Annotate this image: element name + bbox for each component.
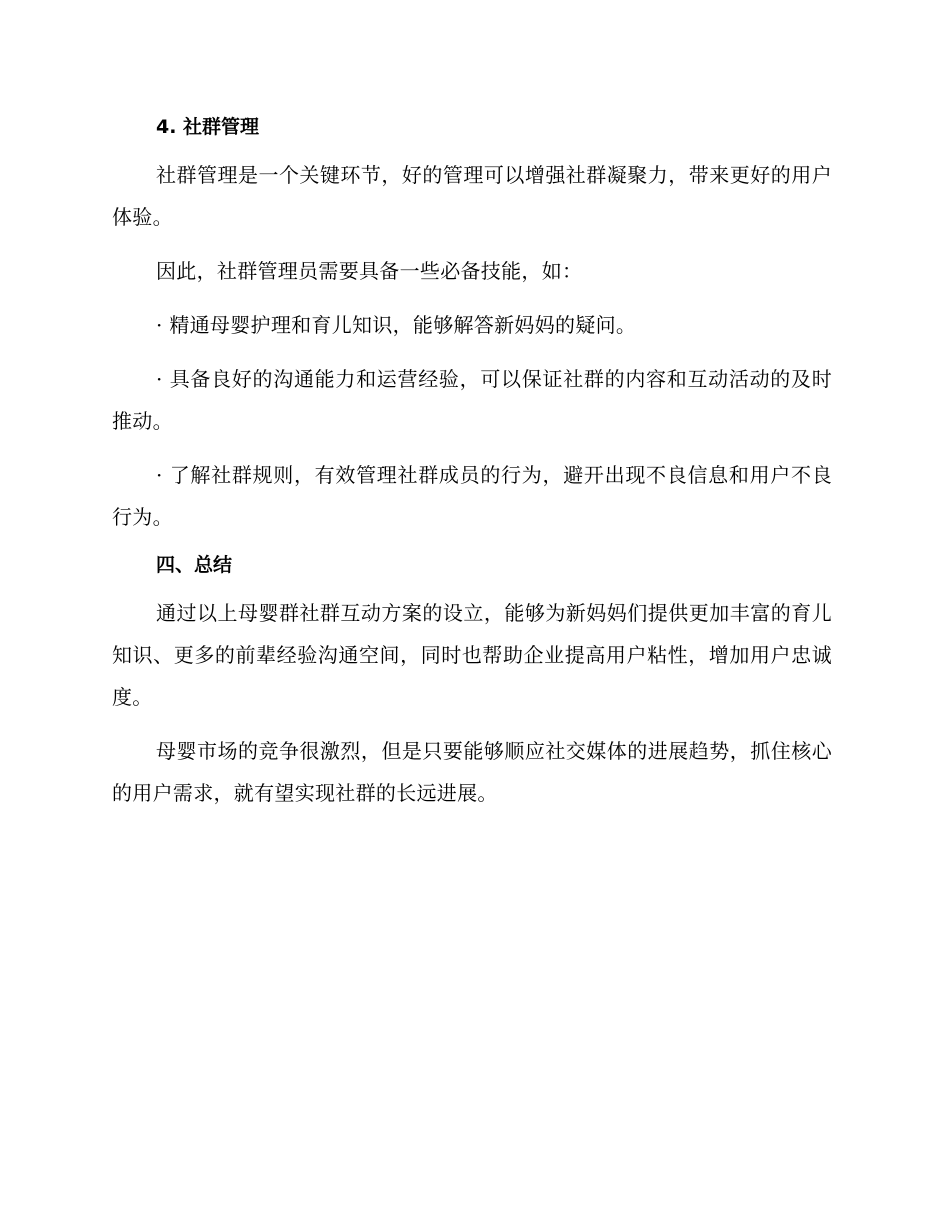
bullet-item: · 了解社群规则，有效管理社群成员的行为，避开出现不良信息和用户不良行为。	[112, 463, 832, 529]
paragraph-intro: 社群管理是一个关键环节，好的管理可以增强社群凝聚力，带来更好的用户体验。	[112, 163, 832, 229]
section-heading-summary: 四、总结	[156, 554, 233, 576]
paragraph-summary-1: 通过以上母婴群社群互动方案的设立，能够为新妈妈们提供更加丰富的育儿知识、更多的前辈经验沟通空间，同时也帮助企业提高用户粘性，增加用户忠诚度。	[112, 601, 832, 709]
paragraph-summary-2: 母婴市场的竞争很激烈，但是只要能够顺应社交媒体的进展趋势，抓住核心的用户需求，就有望实现社群的长远进展。	[112, 739, 832, 805]
document-page	[112, 108, 832, 814]
section-heading-community-management: 4. 社群管理	[156, 116, 260, 138]
bullet-item: · 精通母婴护理和育儿知识，能够解答新妈妈的疑问。	[156, 313, 637, 337]
paragraph-skills-lead: 因此，社群管理员需要具备一些必备技能，如：	[156, 259, 583, 283]
bullet-item: · 具备良好的沟通能力和运营经验，可以保证社群的内容和互动活动的及时推动。	[112, 367, 832, 433]
